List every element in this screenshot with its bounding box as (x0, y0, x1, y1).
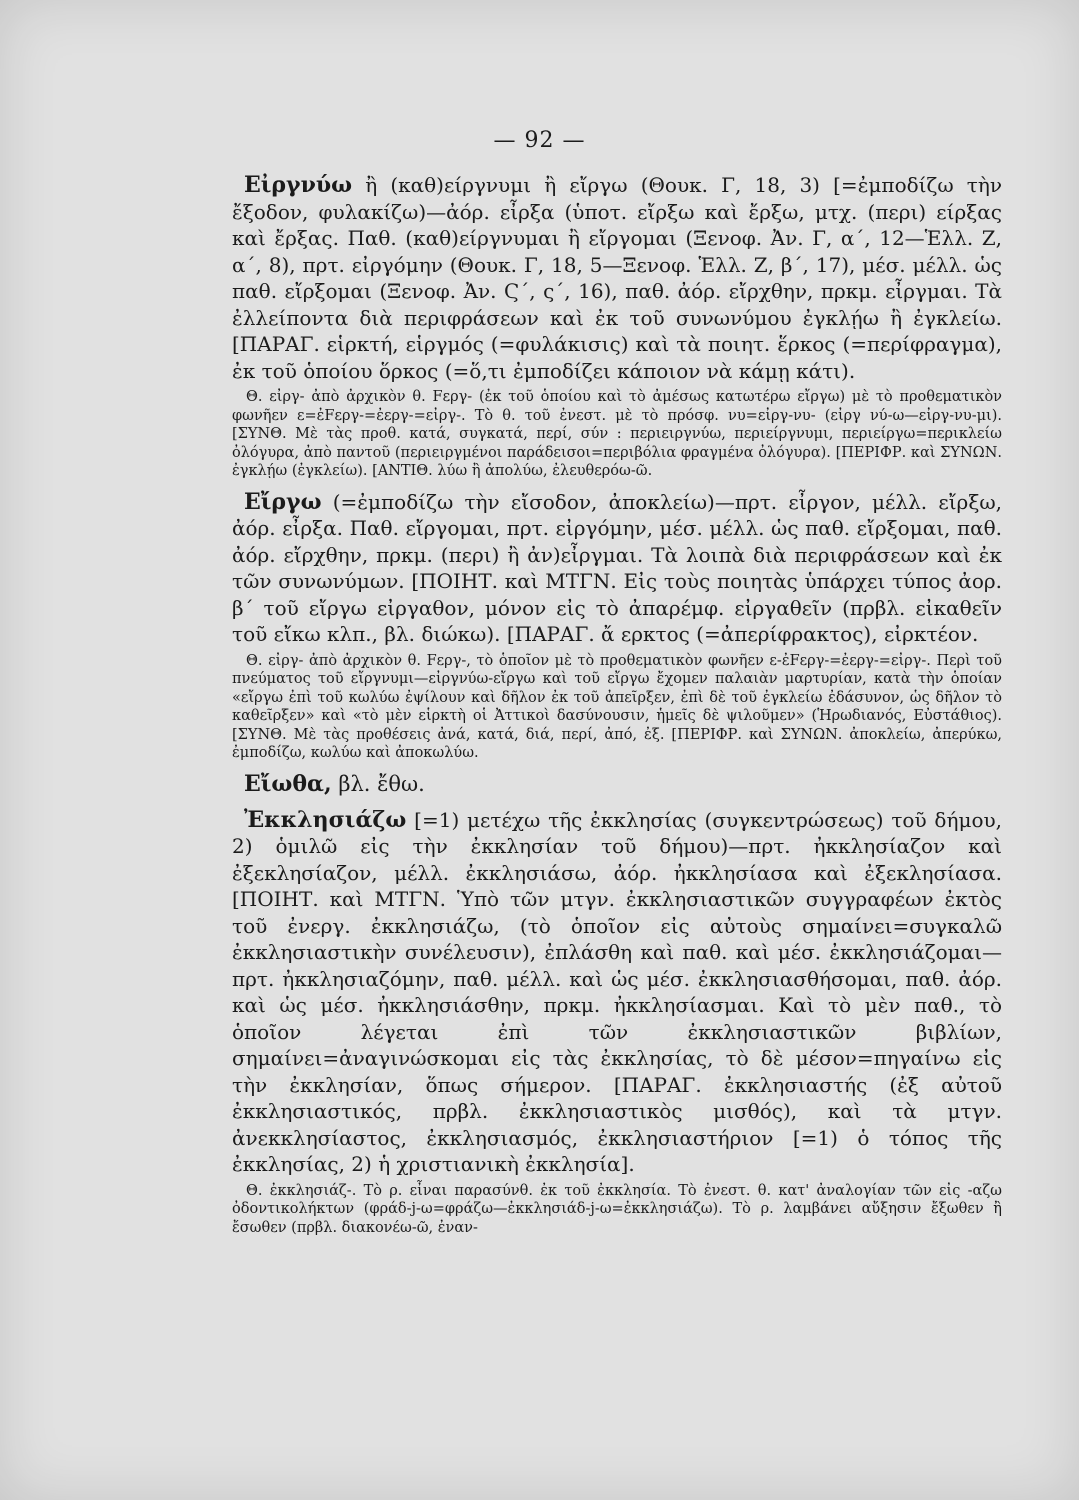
entry-text: βλ. ἔθω. (338, 771, 425, 796)
entry-eirgo (232, 489, 1002, 763)
etymology-note: Θ. ἐκκλησιάζ-. Τὸ ρ. εἶναι παρασύνθ. ἐκ τοῦ ἐκκλησία. Τὸ ἐνεστ. θ. κατ' ἀναλογίαν τῶν εἰς -αζω ὀδοντικολήκτων (φράδ-j-ω=φράζω—ἐκκλησιάδ-j-ω=ἐκκλησιάζω). Τὸ ρ. λαμβάνει αὔξησιν ἔξωθεν ἢ ἔσωθεν (πρβλ. διακονέω-ῶ, ἐναν- (232, 1182, 1002, 1236)
page-number: — 92 — (493, 128, 586, 153)
headword: Εἰργνύω (244, 172, 353, 198)
headword: Εἴωθα, (244, 770, 332, 797)
entry-body (232, 807, 1002, 1178)
entry-eiotha (232, 771, 1002, 797)
entry-text: [=1) μετέχω τῆς ἐκκλησίας (συγκεντρώσεως) τοῦ δήμου, 2) ὁμιλῶ εἰς τὴν ἐκκλησίαν τοῦ δήμου)—πρτ. ἠκκλησίαζον καὶ ἐξεκλησίαζον, μέλλ. ἐκκλησιάσω, ἀόρ. ἠκκλησίασα καὶ ἐξεκλησίασα. [ΠΟΙΗΤ. καὶ ΜΤΓΝ. Ὑπὸ τῶν μτγν. ἐκκλησιαστικῶν συγγραφέων ἐκτὸς τοῦ ἐνεργ. ἐκκλησιάζω, (τὸ ὁποῖον εἰς αὐτοὺς σημαίνει=συγκαλῶ ἐκκλησιαστικὴν συνέλευσιν), ἐπλάσθη καὶ παθ. καὶ μέσ. ἐκκλησιάζομαι—πρτ. ἠκκλησιαζόμην, παθ. μέλλ. καὶ ὡς μέσ. ἐκκλησιασθήσομαι, παθ. ἀόρ. καὶ ὡς μέσ. ἠκκλησιάσθην, πρκμ. ἠκκλησίασμαι. Καὶ τὸ μὲν παθ., τὸ ὁποῖον λέγεται ἐπὶ τῶν ἐκκλησιαστικῶν βιβλίων, σημαίνει=ἀναγινώσκομαι εἰς τὰς ἐκκλησίας, τὸ δὲ μέσον=πηγαίνω εἰς τὴν ἐκκλησίαν, ὅπως σήμερον. [ΠΑΡΑΓ. ἐκκλησιαστής (ἐξ αὐτοῦ ἐκκλησιαστικός, πρβλ. ἐκκλησιαστικὸς μισθός), καὶ τὰ μτγν. ἀνεκκλησίαστος, ἐκκλησιασμός, ἐκκλησιαστήριον [=1) ὁ τόπος τῆς ἐκκλησίας, 2) ἡ χριστιανικὴ ἐκκλησία]. (232, 807, 1003, 1176)
entry-text: ἢ (καθ)είργνυμι ἢ εἴργω (Θουκ. Γ, 18, 3) [=ἐμποδίζω τὴν ἔξοδον, φυλακίζω)—ἀόρ. εἶρξα (ὑποτ. εἴρξω καὶ ἔρξω, μτχ. (περι) είρξας καὶ ἔρξας. Παθ. (καθ)είργνυμαι ἢ εἴργομαι (Ξενοφ. Ἀν. Γ, α΄, 12—Ἑλλ. Ζ, α΄, 8), πρτ. εἰργόμην (Θουκ. Γ, 18, 5—Ξενοφ. Ἑλλ. Ζ, β΄, 17), μέσ. μέλλ. ὡς παθ. εἴρξομαι (Ξενοφ. Ἀν. Ϛ΄, ς΄, 16), παθ. ἀόρ. εἴρχθην, πρκμ. εἶργμαι. Τὰ ἐλλείποντα διὰ περιφράσεων καὶ ἐκ τοῦ συνωνύμου ἐγκλῄω ἢ ἐγκλείω. [ΠΑΡΑΓ. εἱρκτή, εἱργμός (=φυλάκισις) καὶ τὰ ποιητ. ἕρκος (=περίφραγμα), ἐκ τοῦ ὁποίου ὅρκος (=ὅ,τι ἐμποδίζει κάποιον νὰ κάμῃ κάτι). (232, 173, 1002, 383)
etymology-note: Θ. εἰργ- ἀπὸ ἀρχικὸν θ. Fεργ- (ἐκ τοῦ ὁποίου καὶ τὸ ἀμέσως κατωτέρω εἴργω) μὲ τὸ προθεματικὸν φωνῆεν ε=ἐFεργ-=ἐεργ-=εἰργ-. Τὸ θ. τοῦ ἐνεστ. μὲ τὸ πρόσφ. νυ=εἰργ-νυ- (εἰργ νύ-ω—εἰργ-νυ-μι). [ΣΥΝΘ. Μὲ τὰς προθ. κατά, συγκατά, περί, σύν : περιειργνύω, περιείργνυμι, περιείργω=περικλείω ὀλόγυρα, ἀπὸ παντοῦ (περιειργμένοι παράδεισοι=περιβόλια φραγμένα ὀλόγυρα). [ΠΕΡΙΦΡ. καὶ ΣΥΝΩΝ. ἐγκλῄω (ἐγκλείω). [ΑΝΤΙΘ. λύω ἢ ἀπολύω, ἐλευθερόω-ῶ. (232, 389, 1002, 479)
entry-body (232, 172, 1002, 384)
headword: Ἐκκλησιάζω (244, 806, 407, 833)
dictionary-column (232, 172, 1002, 1245)
entry-ekklesiazo (232, 807, 1002, 1238)
headword: Εἴργω (244, 488, 322, 515)
entry-body (232, 489, 1002, 648)
entry-text: (=ἐμποδίζω τὴν εἴσοδον, ἀποκλείω)—πρτ. εἶργον, μέλλ. εἴρξω, ἀόρ. εἶρξα. Παθ. εἴργομαι, πρτ. εἰργόμην, μέσ. μέλλ. ὡς παθ. εἴρξομαι, παθ. ἀόρ. εἴρχθην, πρκμ. (περι) ἢ ἀν)εἶργμαι. Τὰ λοιπὰ διὰ περιφράσεων καὶ ἐκ τῶν συνωνύμων. [ΠΟΙΗΤ. καὶ ΜΤΓΝ. Εἰς τοὺς ποιητὰς ὑπάρχει τύπος ἀορ. β΄ τοῦ εἴργω εἰργαθον, μόνον εἰς τὸ ἀπαρέμφ. εἰργαθεῖν (πρβλ. εἰκαθεῖν τοῦ εἴκω κλπ., βλ. διώκω). [ΠΑΡΑΓ. ἄ ερκτος (=ἀπερίφρακτος), εἰρκτέον. (232, 489, 1002, 646)
entry-eirgnyo (232, 172, 1002, 481)
etymology-note: Θ. εἰργ- ἀπὸ ἀρχικὸν θ. Fεργ-, τὸ ὁποῖον μὲ τὸ προθεματικὸν φωνῆεν ε-ἐFεργ-=ἐεργ-=εἰργ-. Περὶ τοῦ πνεύματος τοῦ εἴργνυμι—εἰργνύω-εἴργω καὶ τοῦ εἴργω ἔχομεν παλαιὰν μαρτυρίαν, κατὰ τὴν ὁποίαν «εἴργω ἐπὶ τοῦ κωλύω ἐψίλουν καὶ δῆλον ἐκ τοῦ ἀπεῖρξεν, ἐπὶ δὲ τοῦ ἐγκλείω ἐδάσυνον, ὡς δῆλον τὸ καθεῖρξεν» καὶ «τὸ μὲν εἱρκτὴ οἱ Ἀττικοὶ δασύνουσιν, ἡμεῖς δὲ ψιλοῦμεν» (Ἡρωδιανός, Εὐστάθιος). [ΣΥΝΘ. Μὲ τὰς προθέσεις ἀνά, κατά, διά, περί, ἀπό, ἐξ. [ΠΕΡΙΦΡ. καὶ ΣΥΝΩΝ. ἀποκλείω, ἀπερύκω, ἐμποδίζω, κωλύω καὶ ἀποκωλύω. (232, 652, 1002, 761)
cross-reference (232, 771, 1002, 797)
